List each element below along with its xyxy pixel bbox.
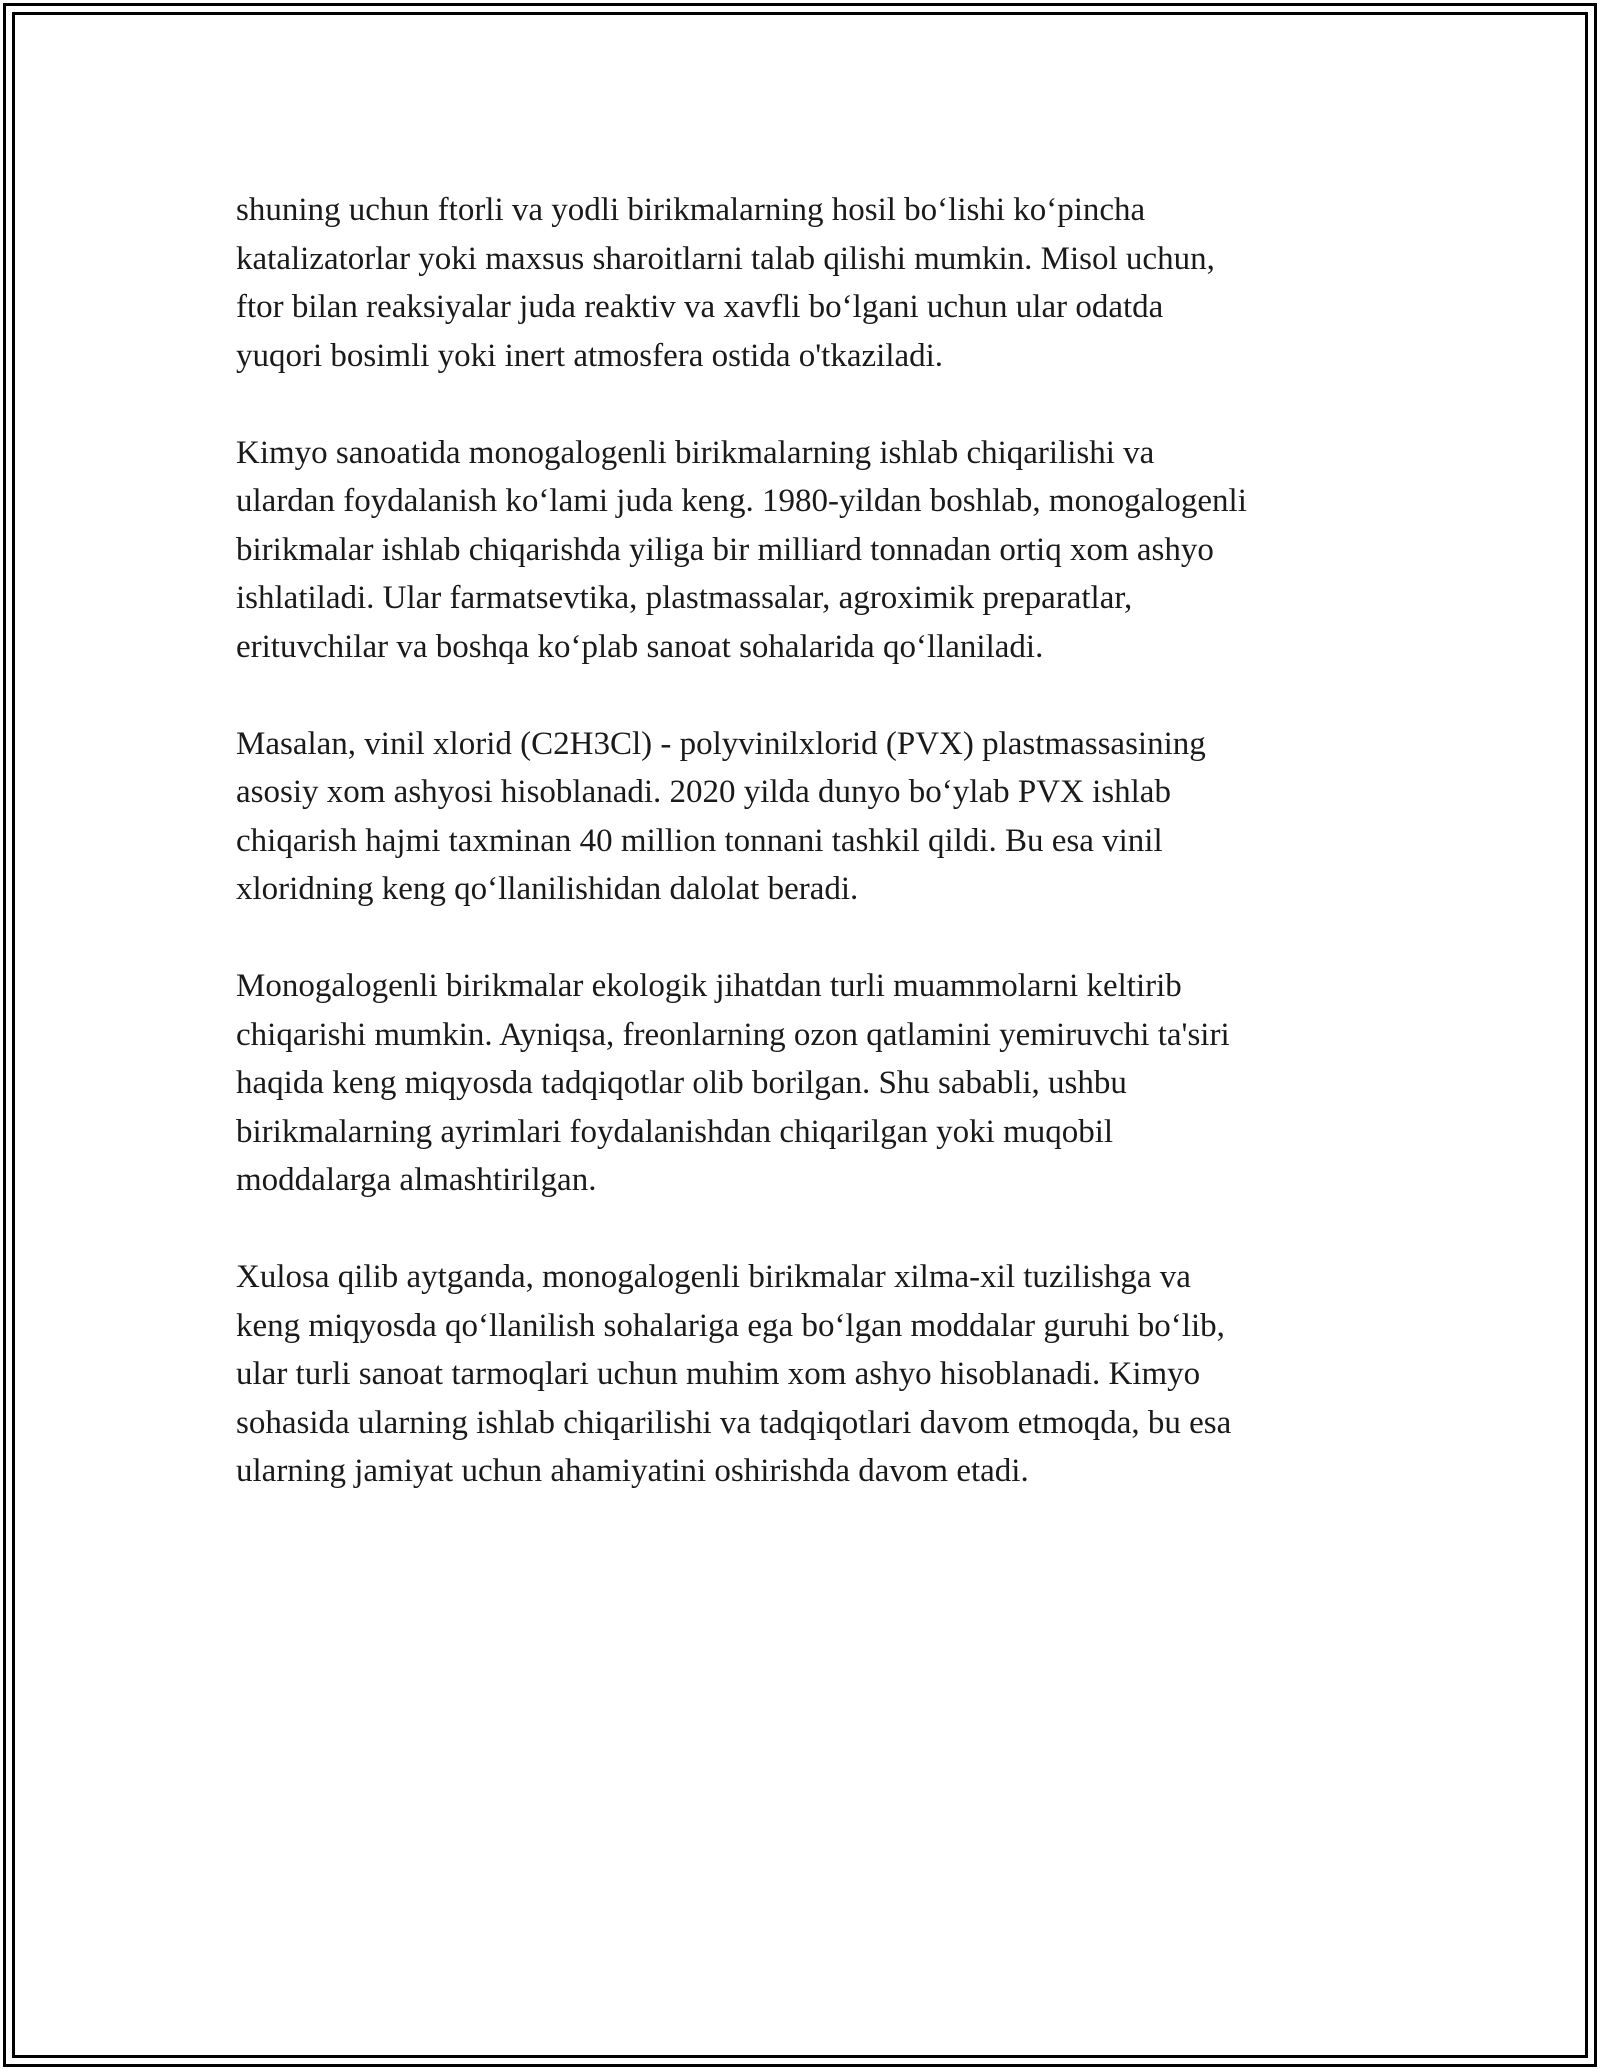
document-body (236, 186, 1376, 1544)
text-line: erituvchilar va boshqa ko‘plab sanoat sohalarida qo‘llaniladi. (236, 628, 1044, 665)
text-line: Masalan, vinil xlorid (C2H3Cl) - polyvinilxlorid (PVX) plastmassasining (236, 725, 1206, 762)
text-line: Monogalogenli birikmalar ekologik jihatdan turli muammolarni keltirib (236, 968, 1182, 1004)
text-line: sohasida ularning ishlab chiqarilishi va tadqiqotlari davom etmoqda, bu esa (236, 1404, 1232, 1441)
text-line: ular turli sanoat tarmoqlari uchun muhim xom ashyo hisoblanadi. Kimyo (236, 1356, 1201, 1392)
text-line: shuning uchun ftorli va yodli birikmalarning hosil bo‘lishi ko‘pincha (236, 192, 1146, 228)
text-line: Kimyo sanoatida monogalogenli birikmalarning ishlab chiqarilishi va (236, 434, 1155, 471)
text-line: ishlatiladi. Ular farmatsevtika, plastmassalar, agroximik preparatlar, (236, 580, 1133, 616)
paragraph-1 (236, 186, 1376, 380)
text-line: birikmalar ishlab chiqarishda yiliga bir milliard tonnadan ortiq xom ashyo (236, 531, 1214, 568)
text-line: ularning jamiyat uchun ahamiyatini oshirishda davom etadi. (236, 1453, 1029, 1489)
text-line: xloridning keng qo‘llanilishidan dalolat beradi. (236, 871, 859, 907)
paragraph-2 (236, 429, 1376, 672)
paragraph-5 (236, 1253, 1376, 1496)
text-line: birikmalarning ayrimlari foydalanishdan chiqarilgan yoki muqobil (236, 1113, 1114, 1150)
text-line: moddalarga almashtirilgan. (236, 1162, 597, 1198)
text-line: haqida keng miqyosda tadqiqotlar olib borilgan. Shu sababli, ushbu (236, 1065, 1127, 1101)
paragraph-4 (236, 962, 1376, 1205)
text-line: asosiy xom ashyosi hisoblanadi. 2020 yilda dunyo bo‘ylab PVX ishlab (236, 774, 1171, 810)
text-line: keng miqyosda qo‘llanilish sohalariga ega bo‘lgan moddalar guruhi bo‘lib, (236, 1307, 1225, 1344)
text-line: Xulosa qilib aytganda, monogalogenli birikmalar xilma-xil tuzilishga va (236, 1259, 1191, 1295)
text-line: ftor bilan reaksiyalar juda reaktiv va xavfli bo‘lgani uchun ular odatda (236, 289, 1164, 325)
text-line: chiqarish hajmi taxminan 40 million tonnani tashkil qildi. Bu esa vinil (236, 822, 1163, 859)
text-line: ulardan foydalanish ko‘lami juda keng. 1980-yildan boshlab, monogalogenli (236, 483, 1247, 519)
paragraph-3 (236, 720, 1376, 914)
text-line: chiqarishi mumkin. Ayniqsa, freonlarning ozon qatlamini yemiruvchi ta'siri (236, 1016, 1230, 1053)
text-line: yuqori bosimli yoki inert atmosfera ostida o'tkaziladi. (236, 337, 944, 374)
text-line: katalizatorlar yoki maxsus sharoitlarni talab qilishi mumkin. Misol uchun, (236, 240, 1215, 277)
